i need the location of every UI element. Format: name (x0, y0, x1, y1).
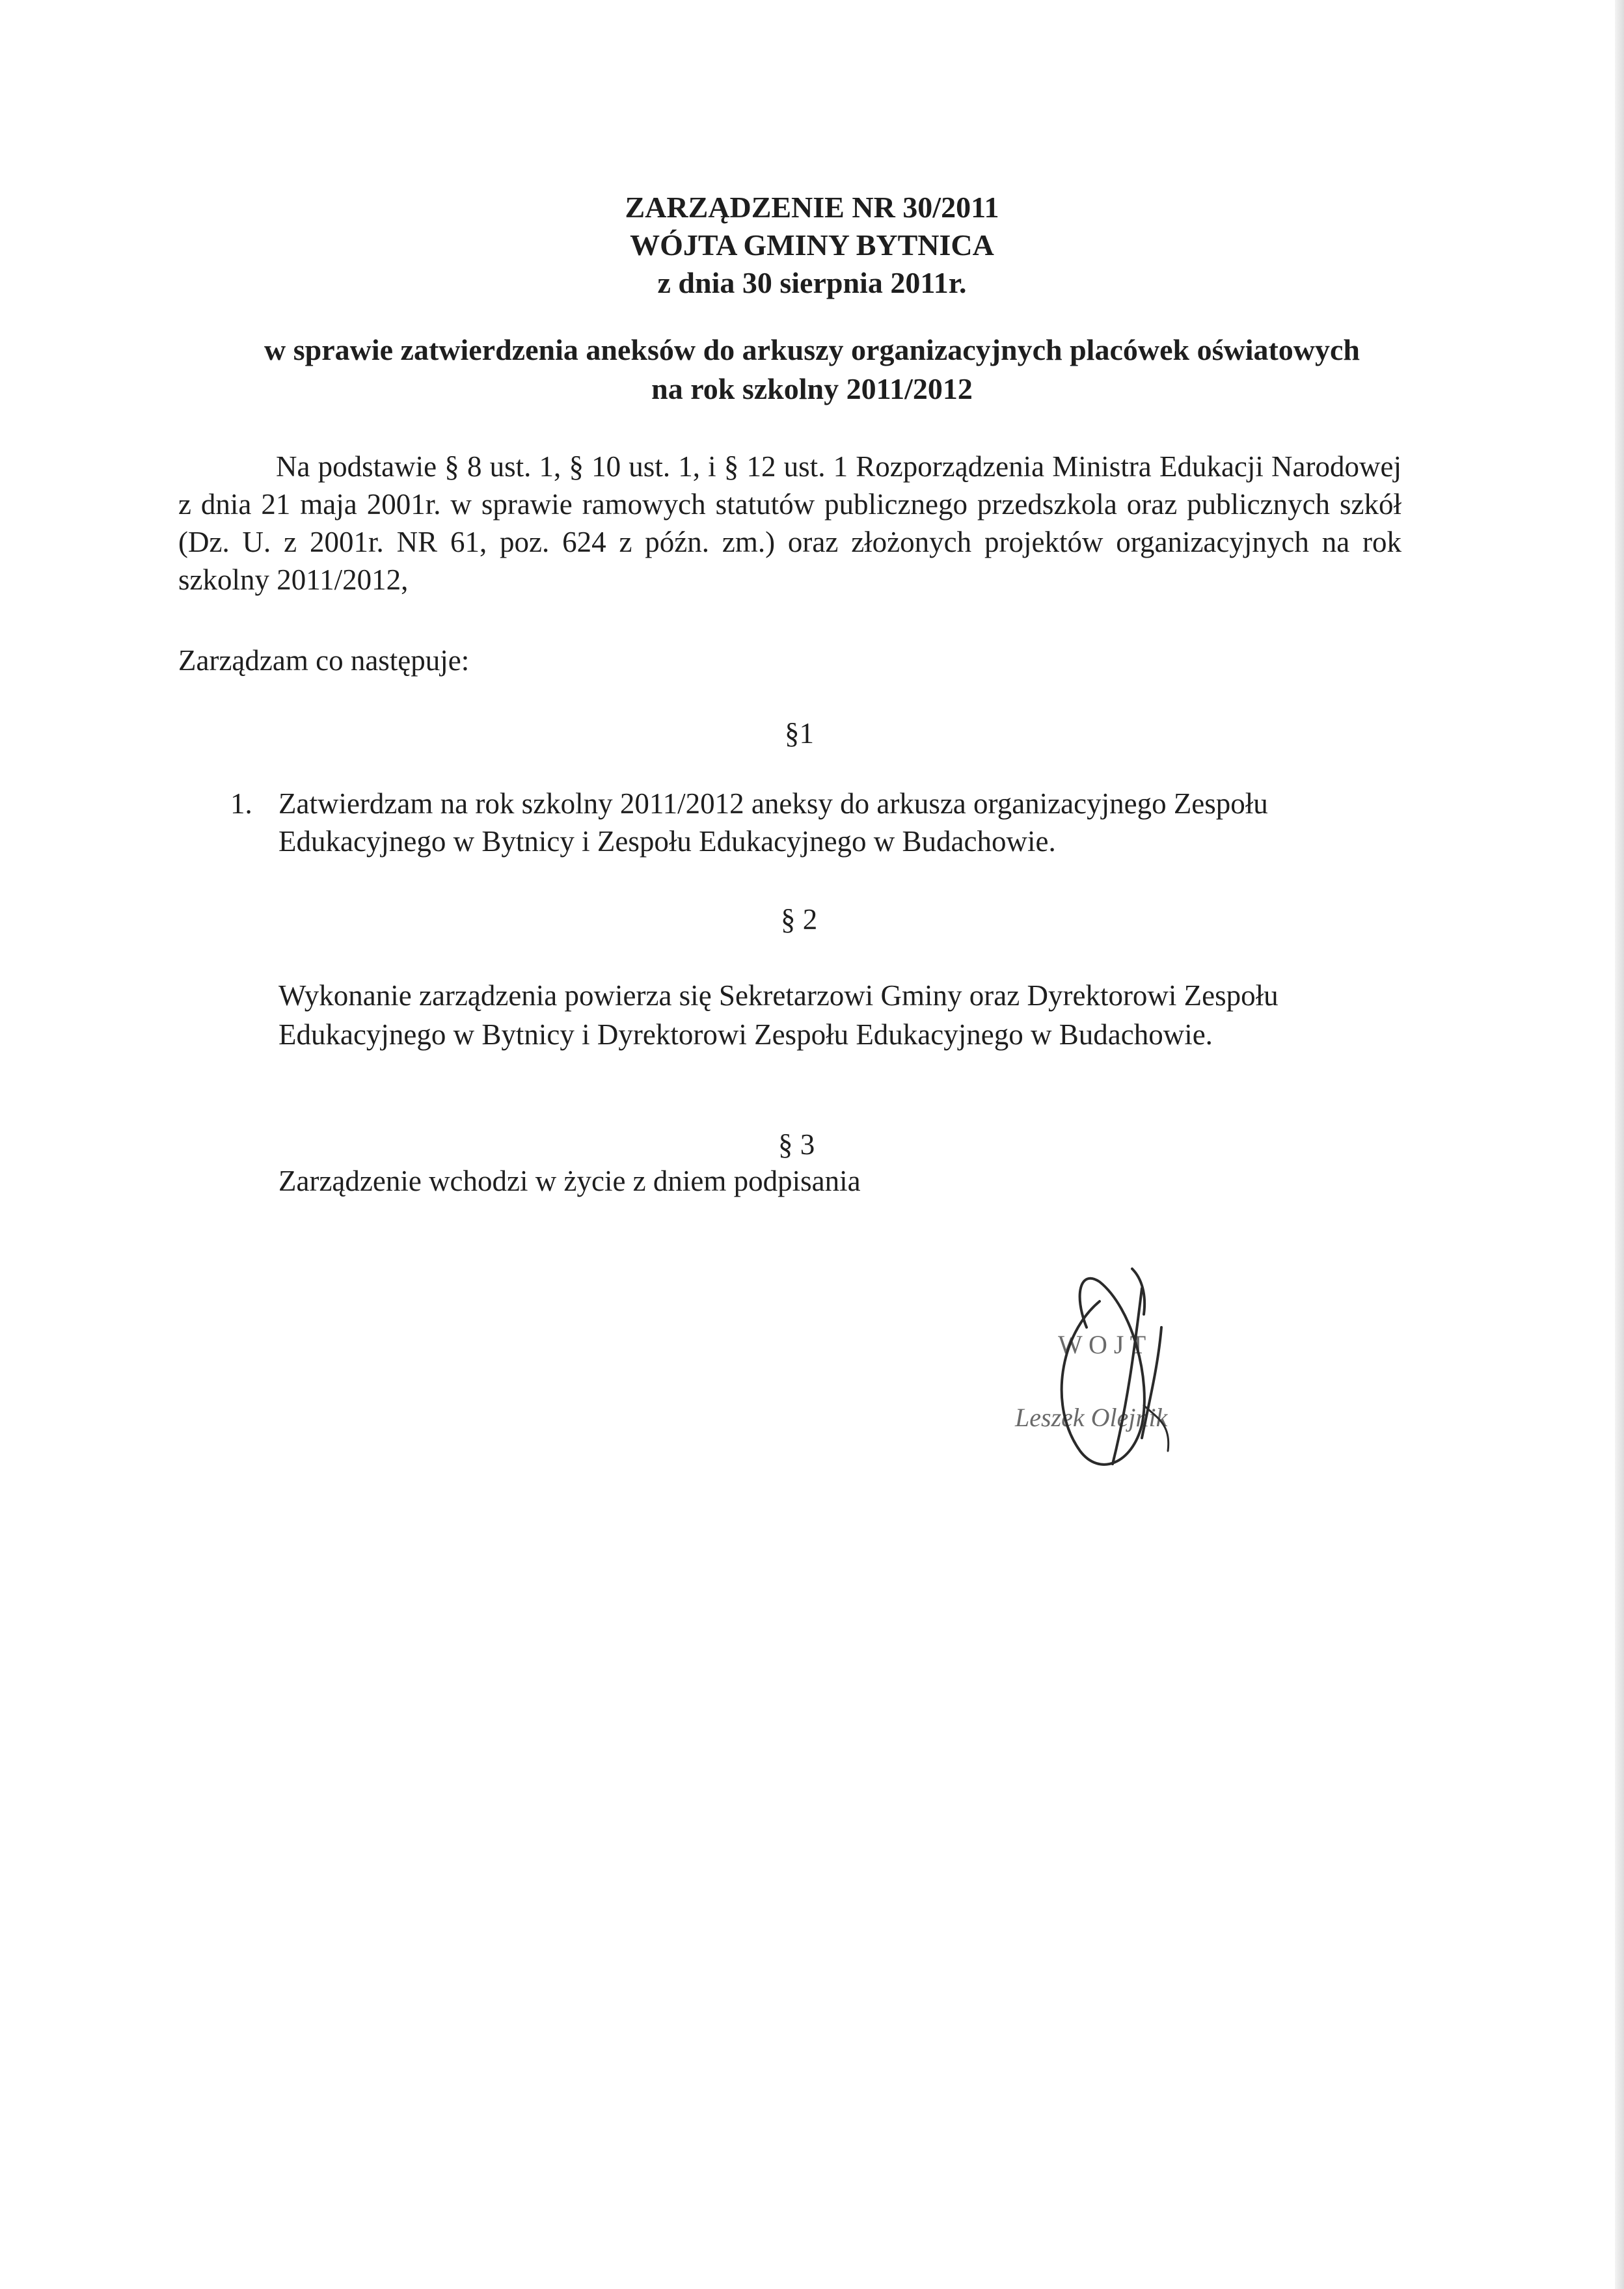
item-number: 1. (230, 787, 252, 820)
document-header (0, 189, 1624, 302)
decree-subject (0, 331, 1624, 409)
stamp-title: W O J T (1058, 1330, 1146, 1359)
paragraph-3-mark: § 3 (778, 1128, 815, 1161)
stamp-name: Leszek Olejnik (1015, 1403, 1168, 1432)
paragraph-2-line-2: Edukacyjnego w Bytnicy i Dyrektorowi Zespołu Edukacyjnego w Budachowie. (278, 1018, 1213, 1051)
signature-stamp (1002, 1256, 1275, 1529)
paragraph-2-text (278, 976, 1502, 1054)
subject-line-2: na rok szkolny 2011/2012 (651, 372, 973, 405)
decree-date: z dnia 30 sierpnia 2011r. (657, 266, 967, 299)
paragraph-1-line-2: Edukacyjnego w Bytnicy i Zespołu Edukacyjnego w Budachowie. (278, 825, 1056, 858)
paragraph-1-text (278, 785, 1424, 860)
paragraph-2-mark: § 2 (781, 903, 818, 936)
paragraph-2-line-1: Wykonanie zarządzenia powierza się Sekretarzowi Gminy oraz Dyrektorowi Zespołu (278, 979, 1279, 1012)
subject-line-1: w sprawie zatwierdzenia aneksów do arkuszy organizacyjnych placówek oświatowych (264, 333, 1360, 366)
paragraph-1-mark: §1 (785, 717, 814, 750)
issuing-authority: WÓJTA GMINY BYTNICA (630, 228, 994, 262)
paragraph-3-text: Zarządzenie wchodzi w życie z dniem podpisania (278, 1165, 861, 1197)
legal-basis-paragraph: Na podstawie § 8 ust. 1, § 10 ust. 1, i § 12 ust. 1 Rozporządzenia Ministra Edukacji Narodowej z dnia 21 maja 2001r. w sprawie ramowych statutów publicznego przedszkola oraz publicznych szkół (Dz. U. z 2001r. NR 61, poz. 624 z późn. zm.) oraz złożonych projektów organizacyjnych na rok szkolny 2011/2012, (178, 450, 1401, 596)
decree-intro: Zarządzam co następuje: (178, 644, 470, 677)
paragraph-1-line-1: Zatwierdzam na rok szkolny 2011/2012 aneksy do arkusza organizacyjnego Zespołu (278, 787, 1268, 820)
decree-number: ZARZĄDZENIE NR 30/2011 (625, 191, 999, 224)
